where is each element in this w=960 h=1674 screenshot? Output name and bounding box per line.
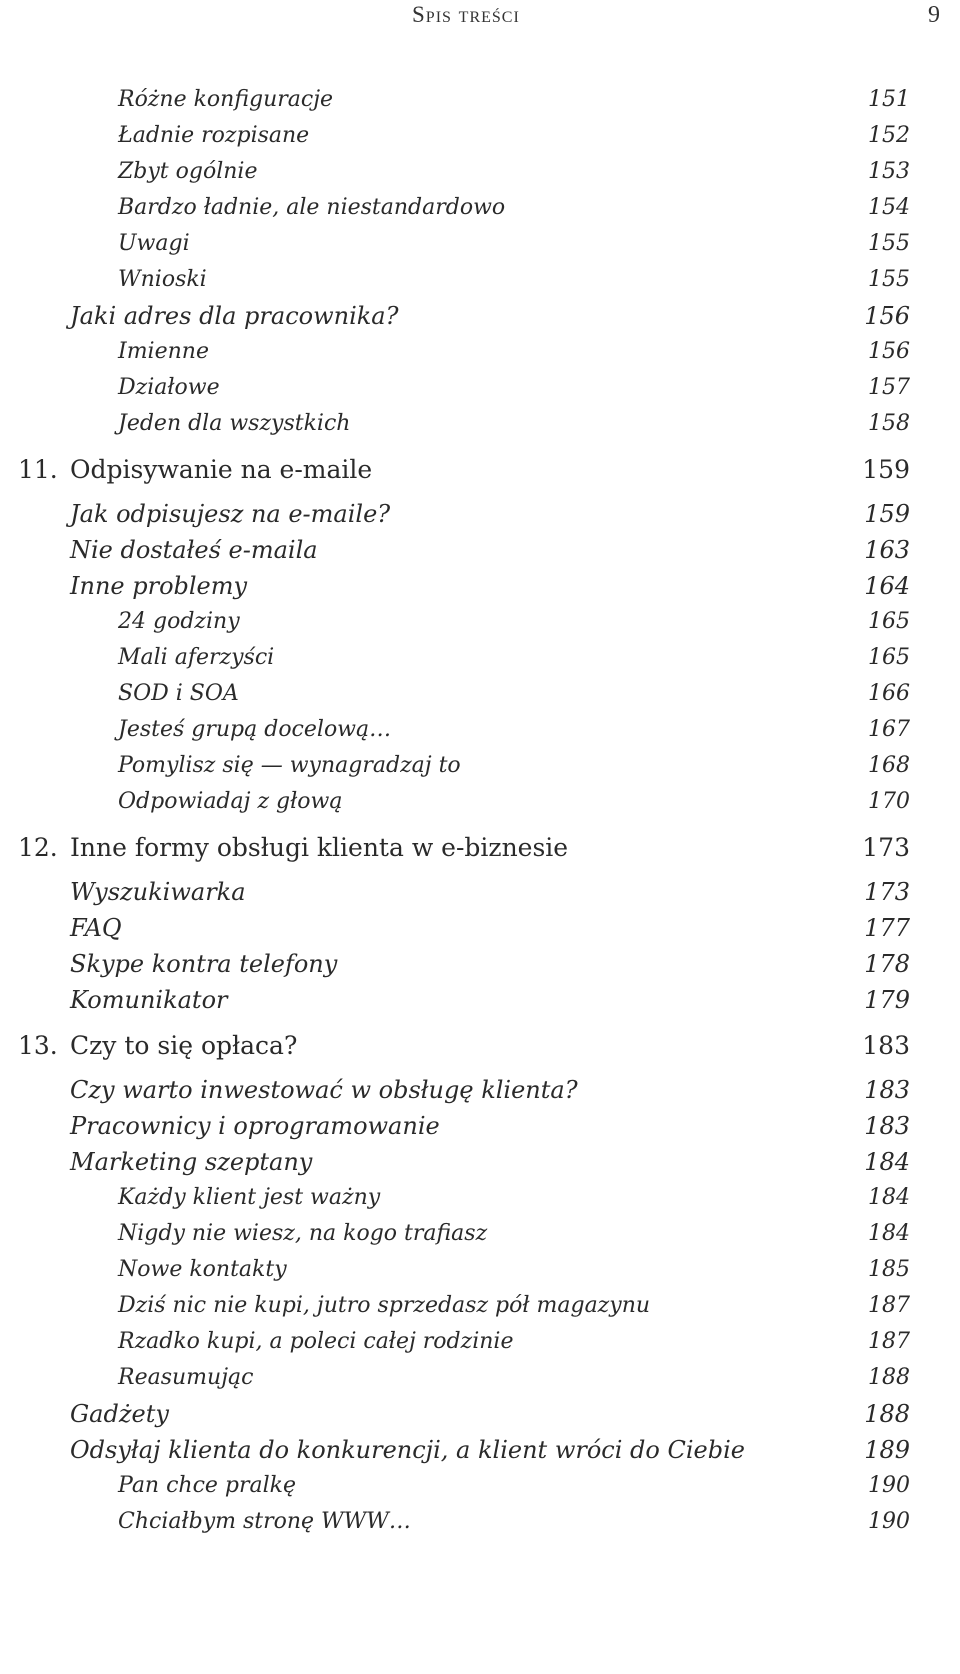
- toc-subsection: [0, 370, 960, 406]
- entry-page-number: 152: [868, 123, 910, 148]
- entry-title: Odpisywanie na e-maile: [70, 455, 373, 484]
- entry-title: Wyszukiwarka: [70, 878, 246, 906]
- chapter-number: 13.: [18, 1031, 58, 1060]
- toc-subsection: [0, 1360, 960, 1396]
- entry-title: Skype kontra telefony: [70, 950, 338, 978]
- entry-title: Jaki adres dla pracownika?: [70, 302, 399, 330]
- toc-section: [0, 1144, 960, 1180]
- toc-section: [0, 1396, 960, 1432]
- entry-title: Bardzo ładnie, ale niestandardowo: [118, 195, 506, 220]
- entry-page-number: 168: [868, 753, 910, 778]
- toc-section: [0, 946, 960, 982]
- toc-section: [0, 982, 960, 1018]
- entry-title: Każdy klient jest ważny: [118, 1185, 381, 1210]
- entry-page-number: 159: [862, 455, 910, 484]
- table-of-contents: [0, 82, 960, 1540]
- toc-chapter: [0, 826, 960, 870]
- entry-title: FAQ: [70, 914, 122, 942]
- toc-subsection: [0, 262, 960, 298]
- toc-chapter: [0, 1024, 960, 1068]
- entry-page-number: 167: [868, 717, 910, 742]
- entry-page-number: 179: [864, 986, 910, 1014]
- entry-page-number: 155: [868, 231, 910, 256]
- toc-section: [0, 1108, 960, 1144]
- entry-title: Pomylisz się — wynagradzaj to: [118, 753, 461, 778]
- entry-title: Dziś nic nie kupi, jutro sprzedasz pół magazynu: [118, 1293, 651, 1318]
- page-number: 9: [928, 2, 940, 28]
- entry-title: SOD i SOA: [118, 681, 239, 706]
- entry-page-number: 151: [868, 87, 910, 112]
- entry-page-number: 156: [868, 339, 910, 364]
- entry-page-number: 183: [864, 1112, 910, 1140]
- toc-subsection: [0, 640, 960, 676]
- entry-title: Pan chce pralkę: [118, 1473, 297, 1498]
- toc-subsection: [0, 712, 960, 748]
- entry-title: Czy to się opłaca?: [70, 1031, 298, 1060]
- toc-subsection: [0, 604, 960, 640]
- entry-page-number: 166: [868, 681, 910, 706]
- entry-page-number: 170: [868, 789, 910, 814]
- toc-subsection: [0, 154, 960, 190]
- entry-page-number: 178: [864, 950, 910, 978]
- entry-page-number: 155: [868, 267, 910, 292]
- entry-title: Uwagi: [118, 231, 190, 256]
- toc-subsection: [0, 226, 960, 262]
- entry-title: Jesteś grupą docelową…: [118, 717, 392, 742]
- entry-title: Pracownicy i oprogramowanie: [70, 1112, 440, 1140]
- toc-subsection: [0, 334, 960, 370]
- entry-title: Nowe kontakty: [118, 1257, 287, 1282]
- chapter-number: 12.: [18, 833, 58, 862]
- running-title: Spis treści: [412, 2, 520, 27]
- toc-subsection: [0, 118, 960, 154]
- toc-subsection: [0, 1252, 960, 1288]
- entry-title: Różne konfiguracje: [118, 87, 334, 112]
- toc-subsection: [0, 82, 960, 118]
- entry-page-number: 154: [868, 195, 910, 220]
- entry-title: Inne formy obsługi klienta w e-biznesie: [70, 833, 569, 862]
- toc-section: [0, 1072, 960, 1108]
- toc-subsection: [0, 1468, 960, 1504]
- entry-page-number: 153: [868, 159, 910, 184]
- entry-page-number: 184: [868, 1185, 910, 1210]
- entry-page-number: 183: [862, 1031, 910, 1060]
- entry-title: Inne problemy: [70, 572, 248, 600]
- entry-page-number: 158: [868, 411, 910, 436]
- entry-title: Nigdy nie wiesz, na kogo trafiasz: [118, 1221, 488, 1246]
- entry-title: Zbyt ogólnie: [118, 159, 258, 184]
- entry-title: Działowe: [118, 375, 220, 400]
- entry-title: Chciałbym stronę WWW…: [118, 1509, 411, 1534]
- toc-section: [0, 532, 960, 568]
- entry-page-number: 157: [868, 375, 910, 400]
- entry-title: Imienne: [118, 339, 209, 364]
- toc-subsection: [0, 406, 960, 442]
- entry-page-number: 183: [864, 1076, 910, 1104]
- toc-section: [0, 874, 960, 910]
- entry-page-number: 173: [864, 878, 910, 906]
- entry-title: Rzadko kupi, a poleci całej rodzinie: [118, 1329, 514, 1354]
- entry-page-number: 164: [864, 572, 910, 600]
- entry-page-number: 159: [864, 500, 910, 528]
- entry-title: Nie dostałeś e-maila: [70, 536, 318, 564]
- entry-title: Odpowiadaj z głową: [118, 789, 343, 814]
- entry-page-number: 184: [868, 1221, 910, 1246]
- entry-title: 24 godziny: [118, 609, 240, 634]
- toc-subsection: [0, 1180, 960, 1216]
- entry-page-number: 188: [864, 1400, 910, 1428]
- entry-title: Mali aferzyści: [118, 645, 275, 670]
- entry-page-number: 190: [868, 1509, 910, 1534]
- entry-title: Jeden dla wszystkich: [118, 411, 351, 436]
- entry-page-number: 189: [864, 1436, 910, 1464]
- toc-subsection: [0, 784, 960, 820]
- entry-title: Odsyłaj klienta do konkurencji, a klient wróci do Ciebie: [70, 1436, 745, 1464]
- entry-page-number: 165: [868, 645, 910, 670]
- toc-subsection: [0, 190, 960, 226]
- toc-section: [0, 496, 960, 532]
- toc-subsection: [0, 1216, 960, 1252]
- page-header: [0, 0, 960, 34]
- entry-title: Marketing szeptany: [70, 1148, 313, 1176]
- entry-page-number: 190: [868, 1473, 910, 1498]
- toc-subsection: [0, 1504, 960, 1540]
- toc-chapter: [0, 448, 960, 492]
- entry-page-number: 187: [868, 1329, 910, 1354]
- toc-subsection: [0, 1324, 960, 1360]
- toc-subsection: [0, 1288, 960, 1324]
- toc-section: [0, 568, 960, 604]
- entry-page-number: 185: [868, 1257, 910, 1282]
- entry-title: Komunikator: [70, 986, 228, 1014]
- entry-page-number: 173: [862, 833, 910, 862]
- entry-page-number: 163: [864, 536, 910, 564]
- entry-page-number: 165: [868, 609, 910, 634]
- toc-subsection: [0, 676, 960, 712]
- entry-title: Gadżety: [70, 1400, 169, 1428]
- entry-page-number: 156: [864, 302, 910, 330]
- entry-page-number: 177: [864, 914, 910, 942]
- entry-title: Jak odpisujesz na e-maile?: [70, 500, 391, 528]
- chapter-number: 11.: [18, 455, 58, 484]
- toc-section: [0, 298, 960, 334]
- entry-title: Ładnie rozpisane: [118, 123, 310, 148]
- entry-page-number: 187: [868, 1293, 910, 1318]
- toc-section: [0, 910, 960, 946]
- entry-title: Wnioski: [118, 267, 207, 292]
- entry-title: Czy warto inwestować w obsługę klienta?: [70, 1076, 578, 1104]
- toc-subsection: [0, 748, 960, 784]
- toc-section: [0, 1432, 960, 1468]
- entry-title: Reasumując: [118, 1365, 254, 1390]
- entry-page-number: 184: [864, 1148, 910, 1176]
- entry-page-number: 188: [868, 1365, 910, 1390]
